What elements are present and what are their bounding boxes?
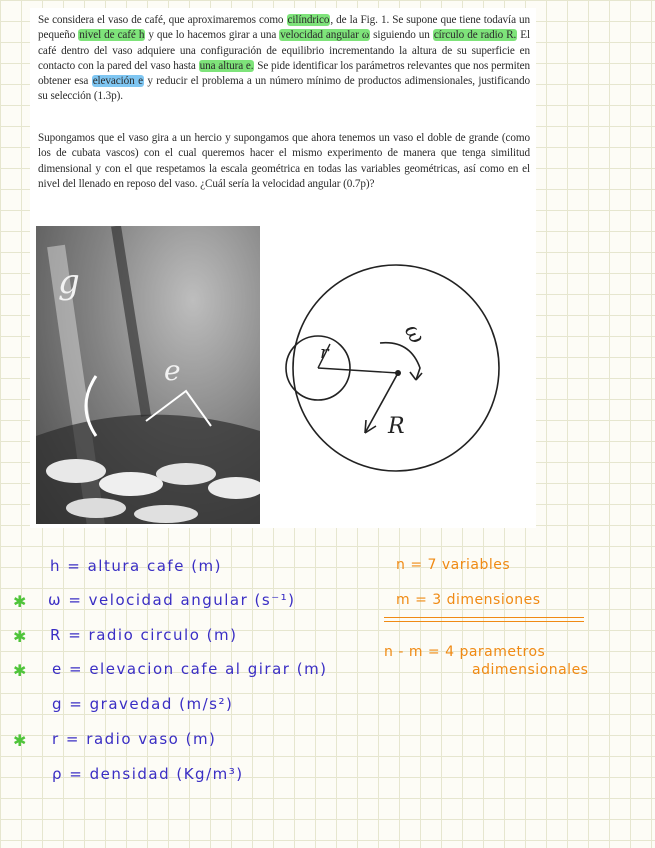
photo-letter-g: g (58, 262, 80, 302)
label-R: R (388, 414, 405, 439)
note-var-h: h = altura cafe (m) (50, 557, 223, 575)
highlight-velocidad-angular: velocidad angular ω (280, 29, 370, 42)
note-adimensionales: adimensionales (472, 662, 589, 678)
note-m-dimensiones: m = 3 dimensiones (396, 592, 541, 608)
note-var-g: g = gravedad (m/s²) (52, 695, 234, 713)
text-run: siguiendo un (370, 29, 433, 42)
star-icon: ✱ (13, 592, 27, 611)
note-var-r: r = radio vaso (m) (52, 730, 217, 748)
rotation-sketch (270, 228, 520, 528)
highlight-cilindrico: cilíndrico (287, 14, 330, 26)
text-run: Se considera el vaso de café, que aproximaremos como (38, 14, 287, 26)
label-omega: ω (398, 320, 430, 349)
text-run: El café dentro del vaso adquiere una configuración de equilibrio incrementando la altura de su superficie en contacto con la pared del vaso hasta (38, 29, 531, 72)
underline (384, 621, 584, 622)
coffee-glass-photo (36, 226, 260, 524)
problem-paragraph-2: Supongamos que el vaso gira a un hercio y supongamos que ahora tenemos un vaso el doble de grande (como los de cubata vascos) con el cual queremos hacer el mismo experimento de manera que tenga similitud dimensional y con el que respetamos la escala geométrica en todas las variables geométricas, así como en el nivel del llenado en reposo del vaso. ¿Cuál sería la velocidad angular (0.7p)? (38, 132, 530, 190)
text-run: y que lo hacemos girar a una (145, 29, 280, 42)
note-var-omega: ω = velocidad angular (s⁻¹) (48, 591, 296, 609)
highlight-nivel-cafe: nivel de café h (79, 29, 145, 42)
text-run: , de la Fig. 1. Se supone que tiene todavía un pequeño (38, 14, 530, 42)
text-run: y reducir el problema a un número mínimo de productos adimensionales, justificando su selección (1.3p). (38, 75, 530, 103)
text-run: Se pide identificar los parámetros relevantes que nos permiten obtener esa (38, 59, 530, 88)
highlight-altura-e: una altura e. (199, 59, 254, 72)
label-r: r (320, 342, 329, 363)
note-var-R: R = radio circulo (m) (50, 626, 238, 644)
star-icon: ✱ (13, 627, 27, 646)
star-icon: ✱ (13, 731, 27, 750)
note-var-e: e = elevacion cafe al girar (m) (52, 660, 328, 678)
radius-line (318, 368, 398, 373)
star-icon: ✱ (13, 661, 27, 680)
note-n-variables: n = 7 variables (396, 557, 511, 573)
photo-letter-e: e (164, 354, 181, 387)
highlight-circulo-radio: círculo de radio R. (433, 29, 517, 42)
highlight-elevacion-e: elevación e (92, 75, 143, 88)
underline (384, 617, 584, 618)
note-parametros: n - m = 4 parametros (384, 644, 546, 660)
problem-paragraph-1 (38, 13, 530, 105)
note-var-rho: ρ = densidad (Kg/m³) (52, 765, 244, 783)
